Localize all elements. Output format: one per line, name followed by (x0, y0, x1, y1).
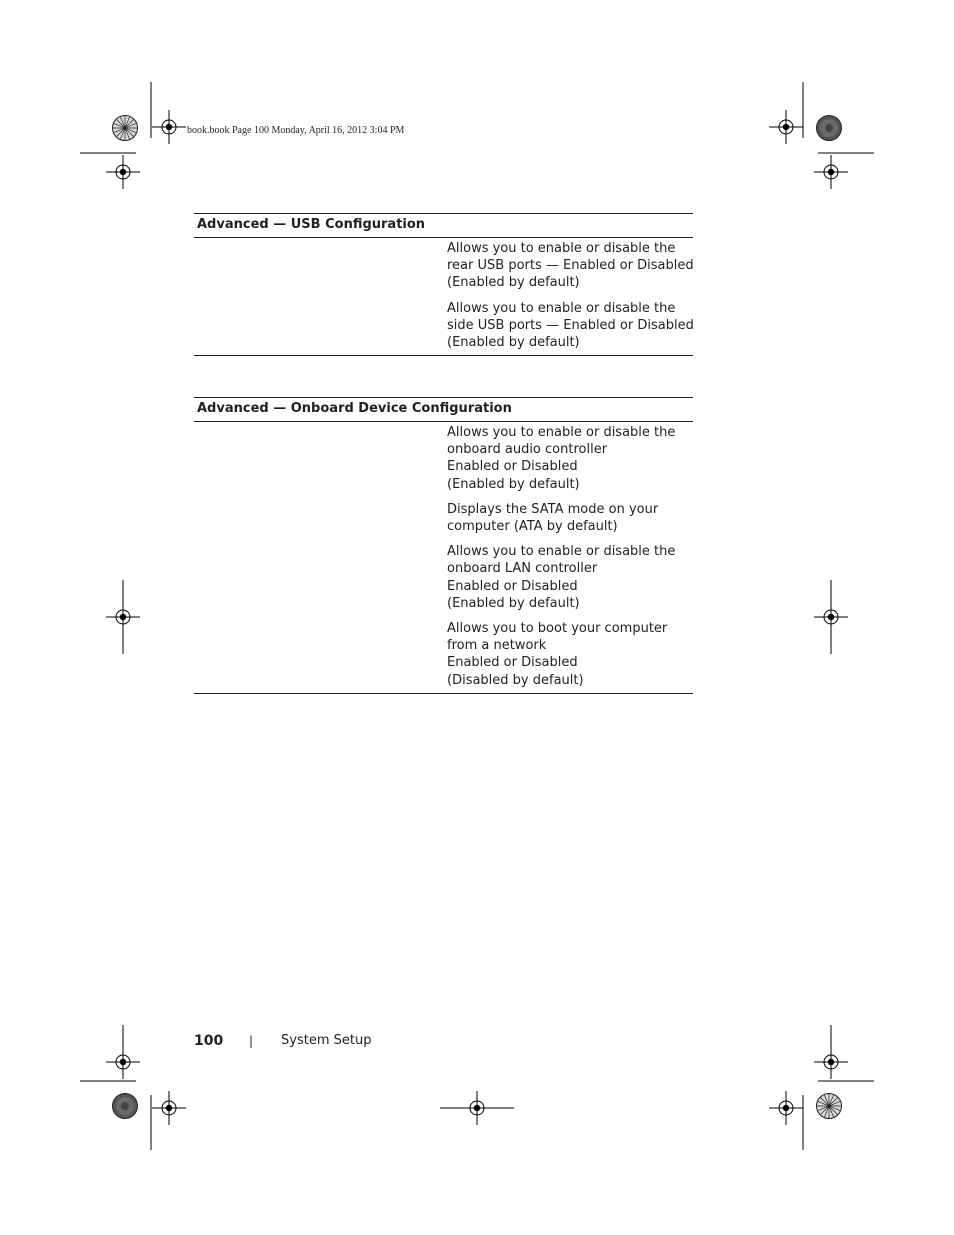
option-description (447, 424, 693, 493)
table-row (194, 543, 693, 612)
description-line: rear USB ports — Enabled or Disabled (447, 258, 694, 274)
description-line: (Disabled by default) (447, 672, 584, 688)
description-line: Displays the SATA mode on your (447, 501, 659, 517)
option-name-cell (194, 424, 447, 493)
option-description (447, 620, 693, 689)
table-bottom-rule (194, 355, 693, 356)
table-row (194, 424, 693, 493)
option-name-cell (194, 620, 447, 689)
description-line: computer (ATA by default) (447, 519, 618, 535)
description-line: onboard LAN controller (447, 561, 598, 577)
print-slug-line: book.book Page 100 Monday, April 16, 2012 3:04 PM (187, 125, 405, 136)
table-title: Advanced — USB Configuration (197, 217, 426, 232)
option-description (447, 501, 693, 535)
table-row (194, 501, 693, 535)
table-row (194, 300, 693, 352)
table-title: Advanced — Onboard Device Configuration (197, 401, 512, 416)
description-line: (Enabled by default) (447, 275, 580, 291)
option-name-cell (194, 240, 447, 292)
description-line: side USB ports — Enabled or Disabled (447, 317, 694, 333)
footer-separator: | (249, 1034, 254, 1048)
option-description (447, 300, 694, 352)
description-line: Allows you to enable or disable the (447, 241, 676, 256)
option-name-cell (194, 501, 447, 535)
table-rows (194, 238, 693, 355)
description-line: Allows you to enable or disable the (447, 425, 676, 440)
page-number: 100 (194, 1033, 224, 1049)
description-line: Allows you to enable or disable the (447, 300, 676, 316)
description-line: Allows you to enable or disable the (447, 544, 676, 560)
description-line: (Enabled by default) (447, 476, 580, 492)
description-line: (Enabled by default) (447, 335, 580, 351)
option-description (447, 543, 693, 612)
option-name-cell (194, 543, 447, 612)
onboard-device-configuration-table (194, 397, 693, 694)
description-line: Allows you to boot your computer (447, 621, 668, 637)
table-bottom-rule (194, 693, 693, 694)
usb-configuration-table (194, 213, 693, 356)
table-row (194, 620, 693, 689)
table-row (194, 240, 693, 292)
description-line: Enabled or Disabled (447, 459, 578, 475)
description-line: Enabled or Disabled (447, 578, 578, 594)
section-title: System Setup (281, 1033, 372, 1048)
description-line: Enabled or Disabled (447, 655, 578, 671)
table-rows (194, 422, 693, 693)
option-description (447, 240, 694, 292)
option-name-cell (194, 300, 447, 352)
description-line: from a network (447, 638, 547, 654)
description-line: (Enabled by default) (447, 595, 580, 611)
description-line: onboard audio controller (447, 442, 608, 458)
